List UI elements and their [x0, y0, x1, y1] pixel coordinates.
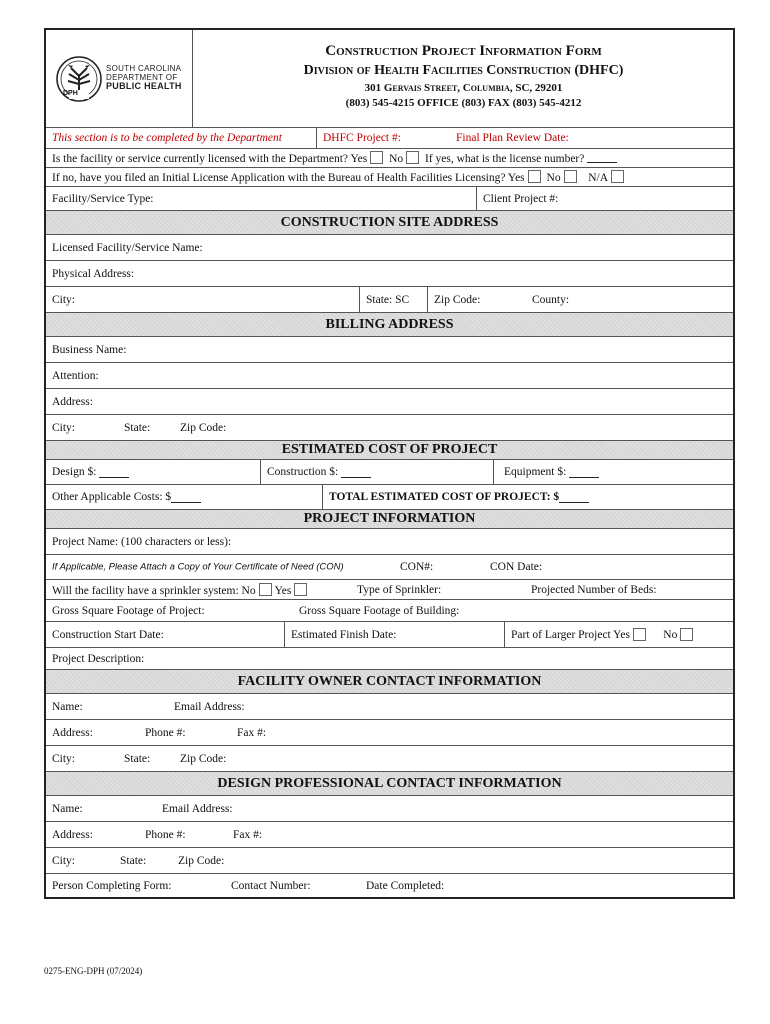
logo-area: [46, 30, 193, 127]
business-name-field[interactable]: Business Name:: [52, 343, 127, 356]
owner-email-field[interactable]: Email Address:: [174, 700, 245, 713]
sprinkler-question: Will the facility have a sprinkler system: No: [52, 584, 256, 597]
title-block: [194, 30, 733, 127]
billing-business-row: [46, 336, 733, 362]
site-section-heading: [46, 210, 733, 234]
billing-heading-text: BILLING ADDRESS: [325, 316, 454, 332]
equipment-cost-label: Equipment $:: [504, 466, 567, 478]
design-name-row: [46, 795, 733, 821]
sprinkler-yes-checkbox[interactable]: [294, 583, 307, 596]
site-zip-field[interactable]: Zip Code:: [427, 287, 517, 312]
con-number-field[interactable]: CON#:: [400, 561, 434, 573]
dhfc-project-field[interactable]: DHFC Project #:: [316, 128, 446, 148]
larger-no-checkbox[interactable]: [680, 628, 693, 641]
project-heading-text: PROJECT INFORMATION: [303, 511, 476, 526]
license-number-field[interactable]: [587, 152, 617, 163]
owner-heading-text: FACILITY OWNER CONTACT INFORMATION: [237, 673, 542, 689]
gross-building-field[interactable]: Gross Square Footage of Building:: [299, 604, 460, 617]
design-fax-field[interactable]: Fax #:: [233, 828, 263, 841]
project-description-field[interactable]: Project Description:: [52, 652, 145, 665]
form-code: 0275-ENG-DPH (07/2024): [44, 966, 143, 976]
site-name-row: [46, 234, 733, 260]
cost-row-2: [46, 484, 733, 509]
con-note: If Applicable, Please Attach a Copy of Your Certificate of Need (CON): [52, 561, 344, 573]
filed-yes-checkbox[interactable]: [528, 170, 541, 183]
completion-row: [46, 873, 733, 897]
owner-city-row: [46, 745, 733, 771]
owner-phone-field[interactable]: Phone #:: [145, 726, 186, 739]
logo-line3: PUBLIC HEALTH: [106, 81, 182, 91]
license-row-1: [46, 148, 733, 167]
facility-name-field[interactable]: Licensed Facility/Service Name:: [52, 241, 203, 254]
facility-row: [46, 186, 733, 210]
owner-section-heading: [46, 669, 733, 693]
site-county-field[interactable]: County:: [532, 293, 570, 306]
site-address-row: [46, 260, 733, 286]
billing-zip-field[interactable]: Zip Code:: [180, 421, 227, 434]
client-project-field[interactable]: Client Project #:: [476, 187, 733, 210]
larger-project-field: [504, 622, 733, 647]
design-city-row: [46, 847, 733, 873]
facility-type-field[interactable]: Facility/Service Type:: [52, 192, 154, 205]
filed-na-checkbox[interactable]: [611, 170, 624, 183]
design-name-field[interactable]: Name:: [52, 802, 83, 815]
license-no-label: No: [389, 153, 404, 165]
cost-row-1: [46, 459, 733, 484]
attention-field[interactable]: Attention:: [52, 369, 99, 382]
billing-address-row: [46, 388, 733, 414]
finish-date-field[interactable]: Estimated Finish Date:: [284, 622, 504, 647]
description-row: [46, 647, 733, 669]
larger-project-label: Part of Larger Project Yes: [511, 628, 630, 641]
form-title: Construction Project Information Form: [325, 43, 602, 59]
con-row: [46, 554, 733, 579]
division-phone: (803) 545-4215 OFFICE (803) FAX (803) 545-4212: [345, 97, 582, 109]
project-section-heading: [46, 509, 733, 528]
dept-row: [46, 127, 733, 148]
site-city-row: [46, 286, 733, 312]
licensed-no-checkbox[interactable]: [406, 151, 419, 164]
filed-no-checkbox[interactable]: [564, 170, 577, 183]
design-address-row: [46, 821, 733, 847]
other-cost-label: Other Applicable Costs: $: [52, 491, 172, 503]
owner-city-field[interactable]: City:: [52, 752, 76, 765]
owner-address-field[interactable]: Address:: [52, 726, 93, 739]
project-name-row: [46, 528, 733, 554]
final-plan-review-field[interactable]: Final Plan Review Date:: [456, 132, 569, 144]
logo-line1: SOUTH CAROLINA: [106, 64, 182, 73]
license-question-1: Is the facility or service currently licensed with the Department? Yes: [52, 153, 368, 165]
larger-yes-checkbox[interactable]: [633, 628, 646, 641]
site-city-field[interactable]: City:: [52, 293, 76, 306]
design-city-field[interactable]: City:: [52, 854, 76, 867]
total-cost-field[interactable]: [322, 485, 733, 509]
logo-line2: DEPARTMENT OF: [106, 73, 178, 82]
division-name: Division of Health Facilities Construction (DHFC): [303, 63, 624, 78]
project-name-field[interactable]: Project Name: (100 characters or less):: [52, 535, 232, 548]
billing-city-row: [46, 414, 733, 440]
equipment-cost-blank[interactable]: [569, 467, 599, 478]
design-cost-blank[interactable]: [99, 467, 129, 478]
gross-project-field[interactable]: Gross Square Footage of Project:: [52, 604, 205, 617]
site-state-field: State: SC: [359, 287, 427, 312]
larger-no-label: No: [663, 628, 678, 641]
division-address: 301 Gervais Street, Columbia, SC, 29201: [364, 82, 563, 94]
design-cost-label: Design $:: [52, 466, 97, 478]
person-completing-field[interactable]: Person Completing Form:: [52, 879, 172, 892]
design-email-field[interactable]: Email Address:: [162, 802, 233, 815]
contact-number-field[interactable]: Contact Number:: [231, 879, 311, 892]
total-cost-blank[interactable]: [559, 492, 589, 503]
design-state-field[interactable]: State:: [120, 854, 147, 867]
physical-address-field[interactable]: Physical Address:: [52, 267, 135, 280]
owner-state-field[interactable]: State:: [124, 752, 151, 765]
license-number-label: If yes, what is the license number?: [425, 153, 585, 165]
logo-badge: DPH: [63, 90, 78, 97]
sprinkler-row: [46, 579, 733, 599]
billing-attention-row: [46, 362, 733, 388]
form-header: [46, 30, 733, 127]
construction-form: [44, 28, 735, 899]
billing-state-field[interactable]: State:: [124, 421, 151, 434]
total-cost-label: TOTAL ESTIMATED COST OF PROJECT: $: [329, 491, 560, 503]
logo-text: [106, 64, 182, 91]
design-section-heading: [46, 771, 733, 795]
design-zip-field[interactable]: Zip Code:: [178, 854, 225, 867]
projected-beds-field[interactable]: Projected Number of Beds:: [531, 583, 657, 596]
design-phone-field[interactable]: Phone #:: [145, 828, 186, 841]
construction-cost-label: Construction $:: [267, 466, 339, 478]
dept-note: This section is to be completed by the Department: [52, 132, 282, 144]
billing-address-field[interactable]: Address:: [52, 395, 93, 408]
licensed-yes-checkbox[interactable]: [370, 151, 383, 164]
billing-section-heading: [46, 312, 733, 336]
owner-zip-field[interactable]: Zip Code:: [180, 752, 227, 765]
design-address-field[interactable]: Address:: [52, 828, 93, 841]
gross-footage-row: [46, 599, 733, 621]
date-completed-field[interactable]: Date Completed:: [366, 879, 445, 892]
dates-row: [46, 621, 733, 647]
cost-section-heading: [46, 440, 733, 459]
billing-city-field[interactable]: City:: [52, 421, 76, 434]
license-row-2: [46, 167, 733, 186]
owner-name-field[interactable]: Name:: [52, 700, 83, 713]
dph-logo-icon: [54, 54, 104, 104]
owner-fax-field[interactable]: Fax #:: [237, 726, 267, 739]
cost-heading-text: ESTIMATED COST OF PROJECT: [281, 442, 498, 457]
start-date-field[interactable]: Construction Start Date:: [52, 628, 164, 641]
sprinkler-no-checkbox[interactable]: [259, 583, 272, 596]
owner-address-row: [46, 719, 733, 745]
filed-no-label: No: [546, 172, 561, 184]
filed-na-label: N/A: [588, 172, 609, 184]
site-heading-text: CONSTRUCTION SITE ADDRESS: [280, 214, 499, 230]
owner-name-row: [46, 693, 733, 719]
construction-cost-field[interactable]: [260, 460, 493, 484]
sprinkler-yes-label: Yes: [274, 584, 292, 597]
design-heading-text: DESIGN PROFESSIONAL CONTACT INFORMATION: [217, 775, 562, 791]
construction-cost-blank[interactable]: [341, 467, 371, 478]
other-cost-blank[interactable]: [171, 492, 201, 503]
design-cost-field[interactable]: [46, 460, 260, 484]
sprinkler-type-field[interactable]: Type of Sprinkler:: [357, 583, 442, 596]
equipment-cost-field[interactable]: [493, 460, 733, 484]
con-date-field[interactable]: CON Date:: [490, 561, 543, 573]
license-question-2: If no, have you filed an Initial License Application with the Bureau of Health Facilities Licensing? Yes: [52, 172, 525, 184]
other-cost-field[interactable]: [46, 485, 322, 509]
